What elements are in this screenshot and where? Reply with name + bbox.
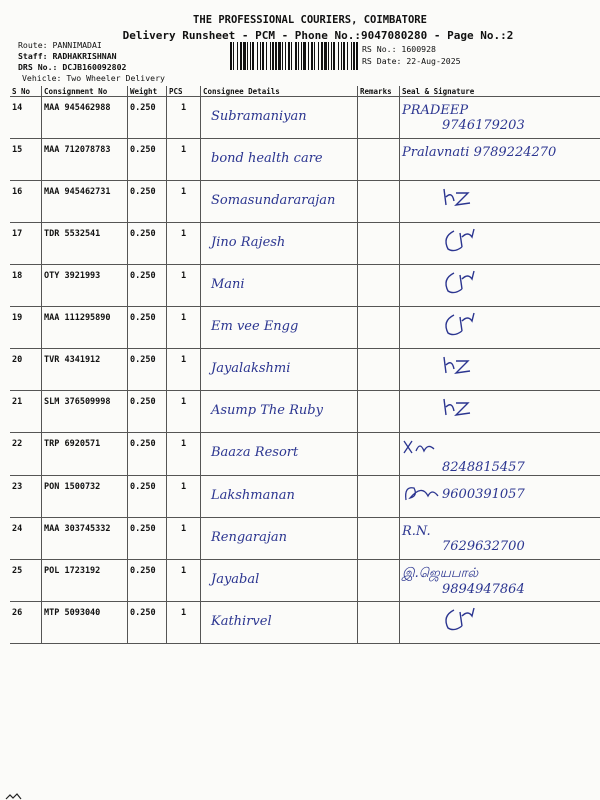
row-sno: 24 [10, 518, 42, 560]
row-pcs: 1 [167, 476, 201, 518]
row-consignee-cell [201, 223, 358, 265]
rs-no-label: RS No.: 1600928 [362, 44, 436, 54]
col-header-pcs: PCS [167, 86, 201, 97]
staff-label: Staff: RADHAKRISHNAN [18, 51, 117, 61]
row-consignment-no: SLM 376509998 [42, 391, 128, 433]
row-sno: 14 [10, 97, 42, 139]
row-consignee-handwritten: Somasundararajan [211, 193, 336, 208]
row-pcs: 1 [167, 181, 201, 223]
row-sno: 26 [10, 602, 42, 644]
row-weight: 0.250 [128, 223, 167, 265]
signature-mark-icon [440, 395, 480, 422]
row-consignment-no: TRP 6920571 [42, 433, 128, 476]
col-header-sno: S No [10, 86, 42, 97]
row-signature-cell [400, 560, 600, 602]
row-consignment-no: MAA 303745332 [42, 518, 128, 560]
row-pcs: 1 [167, 518, 201, 560]
table-row [10, 307, 600, 349]
row-pcs: 1 [167, 602, 201, 644]
row-pcs: 1 [167, 307, 201, 349]
table-row [10, 518, 600, 560]
signature-handwritten-text: Pralavnati 9789224270 [402, 145, 557, 160]
row-remarks [358, 181, 400, 223]
row-consignee-handwritten: Rengarajan [211, 530, 288, 545]
row-consignee-cell [201, 349, 358, 391]
scan-artifact [4, 792, 44, 800]
row-sno: 16 [10, 181, 42, 223]
row-consignee-cell [201, 307, 358, 349]
row-consignee-handwritten: Baaza Resort [211, 445, 299, 460]
row-consignee-cell [201, 602, 358, 644]
runsheet-table [10, 86, 600, 644]
row-consignment-no: PON 1500732 [42, 476, 128, 518]
row-pcs: 1 [167, 349, 201, 391]
col-header-signature: Seal & Signature [400, 86, 600, 97]
signature-mark-icon [402, 482, 442, 507]
row-signature-cell [400, 223, 600, 265]
route-label: Route: PANNIMADAI [18, 40, 102, 50]
row-consignment-no: TDR 5532541 [42, 223, 128, 265]
row-consignment-no: TVR 4341912 [42, 349, 128, 391]
row-weight: 0.250 [128, 518, 167, 560]
row-remarks [358, 518, 400, 560]
row-remarks [358, 97, 400, 139]
row-consignee-cell [201, 139, 358, 181]
row-pcs: 1 [167, 391, 201, 433]
row-consignee-handwritten: Jino Rajesh [211, 235, 286, 250]
signature-handwritten-text: 7629632700 [442, 539, 525, 554]
signature-handwritten-text: 9600391057 [442, 487, 525, 502]
row-consignee-cell [201, 433, 358, 476]
signature-mark-icon [402, 439, 438, 460]
row-sno: 17 [10, 223, 42, 265]
row-signature-cell [400, 97, 600, 139]
row-sno: 20 [10, 349, 42, 391]
row-consignee-handwritten: Lakshmanan [211, 488, 295, 503]
table-row [10, 602, 600, 644]
row-consignment-no: MTP 5093040 [42, 602, 128, 644]
table-row [10, 391, 600, 433]
row-signature-cell [400, 265, 600, 307]
row-consignment-no: POL 1723192 [42, 560, 128, 602]
row-consignee-cell [201, 97, 358, 139]
row-weight: 0.250 [128, 391, 167, 433]
row-sno: 18 [10, 265, 42, 307]
row-weight: 0.250 [128, 307, 167, 349]
table-row [10, 560, 600, 602]
row-consignment-no: MAA 111295890 [42, 307, 128, 349]
row-remarks [358, 433, 400, 476]
vehicle-label: Vehicle: Two Wheeler Delivery [22, 73, 165, 83]
row-consignee-cell [201, 265, 358, 307]
row-remarks [358, 349, 400, 391]
table-row [10, 223, 600, 265]
col-header-consignee: Consignee Details [201, 86, 358, 97]
row-remarks [358, 602, 400, 644]
signature-handwritten-text: இ.ஜெயபால் [402, 566, 479, 581]
row-consignee-handwritten: Mani [211, 277, 245, 292]
row-consignee-handwritten: Subramaniyan [211, 109, 307, 124]
row-signature-cell [400, 433, 600, 476]
row-signature-cell [400, 307, 600, 349]
signature-mark-icon [440, 311, 480, 342]
row-remarks [358, 476, 400, 518]
table-row [10, 181, 600, 223]
col-header-remarks: Remarks [358, 86, 400, 97]
row-signature-cell [400, 602, 600, 644]
table-row [10, 349, 600, 391]
table-row [10, 476, 600, 518]
row-consignee-handwritten: bond health care [211, 151, 323, 166]
row-pcs: 1 [167, 97, 201, 139]
row-consignee-cell [201, 476, 358, 518]
signature-mark-icon [440, 269, 480, 300]
row-consignee-cell [201, 518, 358, 560]
row-pcs: 1 [167, 223, 201, 265]
row-sno: 21 [10, 391, 42, 433]
row-weight: 0.250 [128, 560, 167, 602]
row-sno: 25 [10, 560, 42, 602]
row-weight: 0.250 [128, 433, 167, 476]
row-remarks [358, 307, 400, 349]
row-sno: 15 [10, 139, 42, 181]
row-signature-cell [400, 139, 600, 181]
row-weight: 0.250 [128, 181, 167, 223]
company-title: THE PROFESSIONAL COURIERS, COIMBATORE [193, 14, 427, 26]
drs-label: DRS No.: DCJB160092802 [18, 62, 127, 72]
row-consignee-cell [201, 181, 358, 223]
barcode-image [230, 42, 358, 70]
row-remarks [358, 265, 400, 307]
row-remarks [358, 391, 400, 433]
row-signature-cell [400, 349, 600, 391]
row-consignment-no: MAA 945462988 [42, 97, 128, 139]
row-sno: 22 [10, 433, 42, 476]
table-row [10, 97, 600, 139]
row-weight: 0.250 [128, 139, 167, 181]
rs-date-label: RS Date: 22-Aug-2025 [362, 56, 461, 66]
table-row [10, 139, 600, 181]
row-consignee-cell [201, 560, 358, 602]
table-row [10, 265, 600, 307]
row-sno: 19 [10, 307, 42, 349]
row-consignee-cell [201, 391, 358, 433]
signature-mark-icon [440, 353, 480, 380]
table-row [10, 433, 600, 476]
row-consignee-handwritten: Jayalakshmi [211, 361, 291, 376]
row-consignee-handwritten: Em vee Engg [211, 319, 299, 334]
signature-mark-icon [440, 227, 480, 258]
table-header-row [10, 86, 600, 97]
row-pcs: 1 [167, 433, 201, 476]
row-consignee-handwritten: Jayabal [211, 572, 260, 587]
signature-mark-icon [440, 185, 480, 212]
row-weight: 0.250 [128, 476, 167, 518]
row-signature-cell [400, 518, 600, 560]
row-remarks [358, 139, 400, 181]
signature-handwritten-text: 8248815457 [442, 460, 525, 475]
signature-handwritten-text: PRADEEP [402, 103, 469, 118]
row-consignment-no: MAA 945462731 [42, 181, 128, 223]
row-weight: 0.250 [128, 265, 167, 307]
row-pcs: 1 [167, 560, 201, 602]
signature-handwritten-text: 9746179203 [442, 118, 525, 133]
col-header-weight: Weight [128, 86, 167, 97]
row-signature-cell [400, 391, 600, 433]
row-weight: 0.250 [128, 602, 167, 644]
row-signature-cell [400, 476, 600, 518]
row-signature-cell [400, 181, 600, 223]
signature-handwritten-text: R.N. [402, 524, 431, 539]
row-sno: 23 [10, 476, 42, 518]
row-remarks [358, 223, 400, 265]
runsheet-subtitle: Delivery Runsheet - PCM - Phone No.:9047080280 - Page No.:2 [122, 29, 514, 42]
row-pcs: 1 [167, 265, 201, 307]
row-weight: 0.250 [128, 349, 167, 391]
row-consignment-no: OTY 3921993 [42, 265, 128, 307]
row-consignment-no: MAA 712078783 [42, 139, 128, 181]
signature-handwritten-text: 9894947864 [442, 582, 525, 597]
signature-mark-icon [440, 606, 480, 637]
row-pcs: 1 [167, 139, 201, 181]
row-consignee-handwritten: Asump The Ruby [211, 403, 323, 418]
row-consignee-handwritten: Kathirvel [211, 614, 272, 629]
row-weight: 0.250 [128, 97, 167, 139]
col-header-consignment: Consignment No [42, 86, 128, 97]
row-remarks [358, 560, 400, 602]
